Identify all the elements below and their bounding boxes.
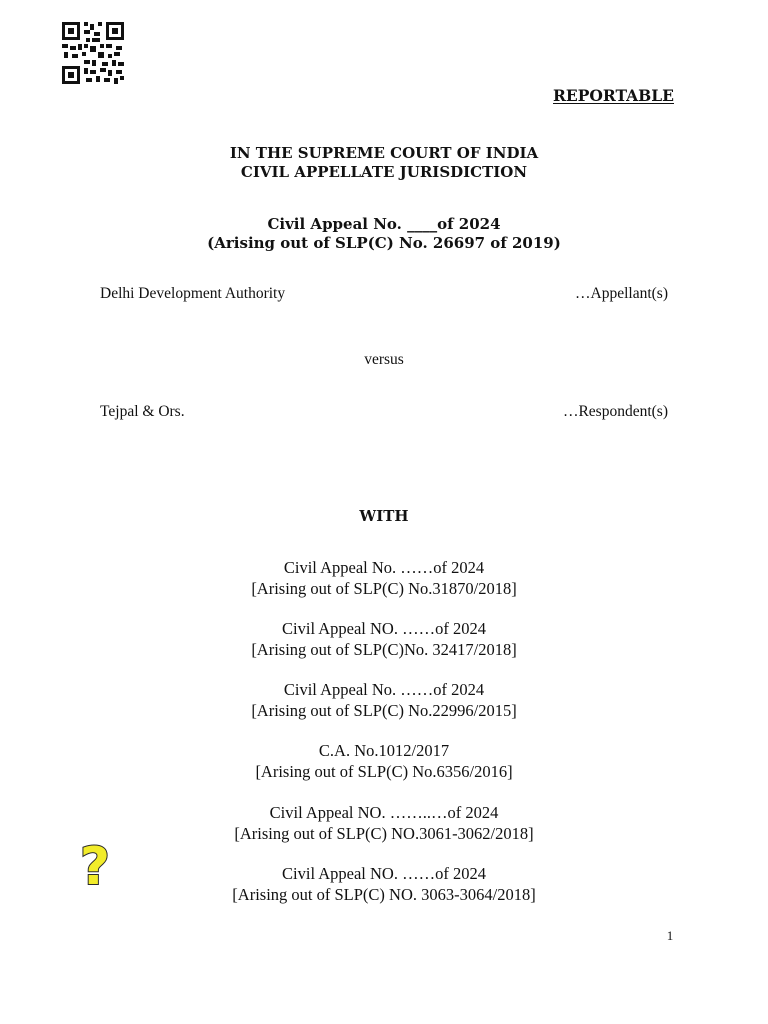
respondent-role: …Respondent(s) — [562, 403, 668, 420]
case-arising: [Arising out of SLP(C) No.22996/2015] — [251, 701, 517, 720]
connected-case — [0, 679, 768, 721]
appeal-number: Civil Appeal No. ____of 2024 — [267, 215, 501, 233]
respondent-row — [100, 403, 668, 421]
case-appeal: Civil Appeal No. ……of 2024 — [283, 558, 485, 577]
with-heading: WITH — [359, 507, 409, 525]
case-appeal: Civil Appeal NO. ……..…of 2024 — [269, 803, 499, 822]
versus-label: versus — [364, 351, 404, 368]
appellant-row — [100, 285, 668, 303]
case-arising: [Arising out of SLP(C)No. 32417/2018] — [251, 640, 517, 659]
connected-case — [0, 557, 768, 599]
appeal-arising: (Arising out of SLP(C) No. 26697 of 2019) — [207, 234, 561, 252]
svg-text:?: ? — [79, 838, 111, 894]
respondent-name: Tejpal & Ors. — [100, 403, 185, 420]
qr-code-icon — [62, 22, 124, 84]
case-appeal: Civil Appeal NO. ……of 2024 — [282, 619, 486, 638]
case-arising: [Arising out of SLP(C) No.6356/2016] — [255, 762, 513, 781]
case-arising: [Arising out of SLP(C) NO. 3063-3064/2018] — [232, 885, 536, 904]
court-title: IN THE SUPREME COURT OF INDIA — [229, 144, 539, 162]
page-number: 1 — [666, 928, 674, 943]
question-mark-icon[interactable] — [77, 838, 113, 894]
connected-case — [0, 863, 768, 905]
connected-case — [0, 740, 768, 782]
connected-case — [0, 802, 768, 844]
reportable-label: REPORTABLE — [553, 86, 674, 105]
case-appeal: C.A. No.1012/2017 — [318, 741, 450, 760]
connected-case — [0, 618, 768, 660]
case-arising: [Arising out of SLP(C) No.31870/2018] — [251, 579, 517, 598]
appellant-role: …Appellant(s) — [575, 285, 668, 302]
case-appeal: Civil Appeal NO. ……of 2024 — [282, 864, 486, 883]
appellant-name: Delhi Development Authority — [100, 285, 286, 302]
case-appeal: Civil Appeal No. ……of 2024 — [283, 680, 485, 699]
jurisdiction-title: CIVIL APPELLATE JURISDICTION — [240, 163, 528, 181]
case-arising: [Arising out of SLP(C) NO.3061-3062/2018] — [234, 824, 534, 843]
